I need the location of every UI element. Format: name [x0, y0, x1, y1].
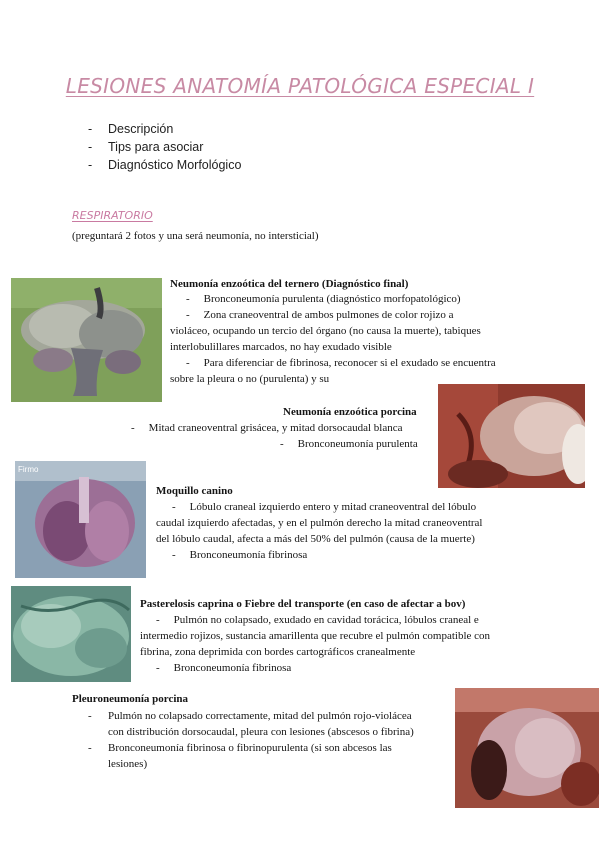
entry-line — [172, 500, 476, 516]
entry-title: Moquillo canino — [156, 485, 233, 497]
entry-title: Pleuroneumonía porcina — [72, 693, 189, 705]
canine-lung-photo — [15, 461, 146, 578]
calf-lung-illustration — [11, 278, 162, 402]
intro-bullet-3 — [88, 158, 241, 172]
entry-line — [131, 421, 402, 437]
line-text: Bronconeumonía fibrinosa — [189, 549, 308, 561]
pleuropneumonia-photo — [455, 688, 599, 808]
line-dash: - — [280, 438, 284, 450]
bullet-dash: - — [88, 158, 93, 172]
line-text: Bronconeumonía fibrinosa — [173, 662, 292, 674]
line-text: Bronconeumonía purulenta — [297, 438, 418, 450]
entry-line: sobre la pleura o no (purulenta) y su — [170, 373, 330, 385]
line-text: Pulmón no colapsado, exudado en cavidad torácica, lóbulos craneal e — [173, 614, 479, 626]
entry-line: violáceo, ocupando un tercio del órgano (no causa la muerte), tabiques — [170, 325, 481, 337]
canine-lung-illustration — [15, 461, 146, 578]
line-dash: - — [156, 614, 160, 626]
goat-lung-illustration — [11, 586, 131, 682]
entry-line — [280, 437, 418, 453]
entry-title: Neumonía enzoótica del ternero (Diagnóstico final) — [170, 278, 409, 290]
bullet-label: Tips para asociar — [108, 140, 204, 154]
entry-line: caudal izquierdo afectadas, y en el pulmón derecho la mitad craneoventral — [156, 517, 483, 529]
line-text: Pulmón no colapsado correctamente, mitad del pulmón rojo-violácea — [108, 710, 412, 722]
line-text: Mitad craneoventral grisácea, y mitad dorsocaudal blanca — [148, 422, 403, 434]
entry-line — [172, 548, 307, 564]
entry-line: lesiones) — [108, 758, 148, 770]
entry-line — [88, 709, 412, 725]
page-title: LESIONES ANATOMÍA PATOLÓGICA ESPECIAL I — [65, 74, 535, 98]
entry-line — [186, 308, 454, 324]
entry-line: fibrina, zona deprimida con bordes cartográficos cranealmente — [140, 646, 416, 658]
intro-bullet-2 — [88, 140, 203, 154]
line-dash: - — [172, 501, 176, 513]
bullet-dash: - — [88, 122, 93, 136]
entry-title: Pasterelosis caprina o Fiebre del transporte (en caso de afectar a bov) — [140, 598, 466, 610]
pig-lung-photo — [438, 384, 585, 488]
entry-line: con distribución dorsocaudal, pleura con lesiones (abscesos o fibrina) — [108, 726, 414, 738]
line-text: Bronconeumonía fibrinosa o fibrinopurulenta (si son abcesos las — [108, 742, 392, 754]
entry-line — [186, 292, 461, 308]
goat-lung-photo — [11, 586, 131, 682]
line-dash: - — [186, 357, 190, 369]
entry-line — [88, 741, 392, 757]
line-dash: - — [88, 710, 92, 722]
line-dash: - — [88, 742, 92, 754]
entry-title: Neumonía enzoótica porcina — [283, 406, 417, 418]
line-dash: - — [131, 422, 135, 434]
entry-line — [186, 356, 496, 372]
line-text: Zona craneoventral de ambos pulmones de color rojizo a — [203, 309, 454, 321]
bullet-label: Descripción — [108, 122, 174, 136]
bullet-dash: - — [88, 140, 93, 154]
line-dash: - — [156, 662, 160, 674]
section-note: (preguntará 2 fotos y una será neumonía, no intersticial) — [72, 230, 319, 242]
pig-lung-illustration — [438, 384, 585, 488]
entry-line: del lóbulo caudal, afecta a más del 50% del pulmón (causa de la muerte) — [156, 533, 475, 545]
line-dash: - — [186, 293, 190, 305]
line-text: Lóbulo craneal izquierdo entero y mitad craneoventral del lóbulo — [189, 501, 477, 513]
section-heading: RESPIRATORIO — [72, 209, 153, 222]
calf-lung-photo — [11, 278, 162, 402]
entry-line: interlobulillares marcados, no hay exudado visible — [170, 341, 392, 353]
line-text: Para diferenciar de fibrinosa, reconocer si el exudado se encuentra — [203, 357, 496, 369]
photo-label: Firmo — [18, 465, 39, 474]
bullet-label: Diagnóstico Morfológico — [108, 158, 242, 172]
line-dash: - — [172, 549, 176, 561]
entry-line — [156, 613, 479, 629]
line-dash: - — [186, 309, 190, 321]
entry-line: intermedio rojizos, sustancia amarillenta que recubre el pulmón compatible con — [140, 630, 491, 642]
line-text: Bronconeumonía purulenta (diagnóstico morfopatológico) — [203, 293, 461, 305]
pleuropneumonia-illustration — [455, 688, 599, 808]
entry-line — [156, 661, 291, 677]
intro-bullet-1 — [88, 122, 173, 136]
